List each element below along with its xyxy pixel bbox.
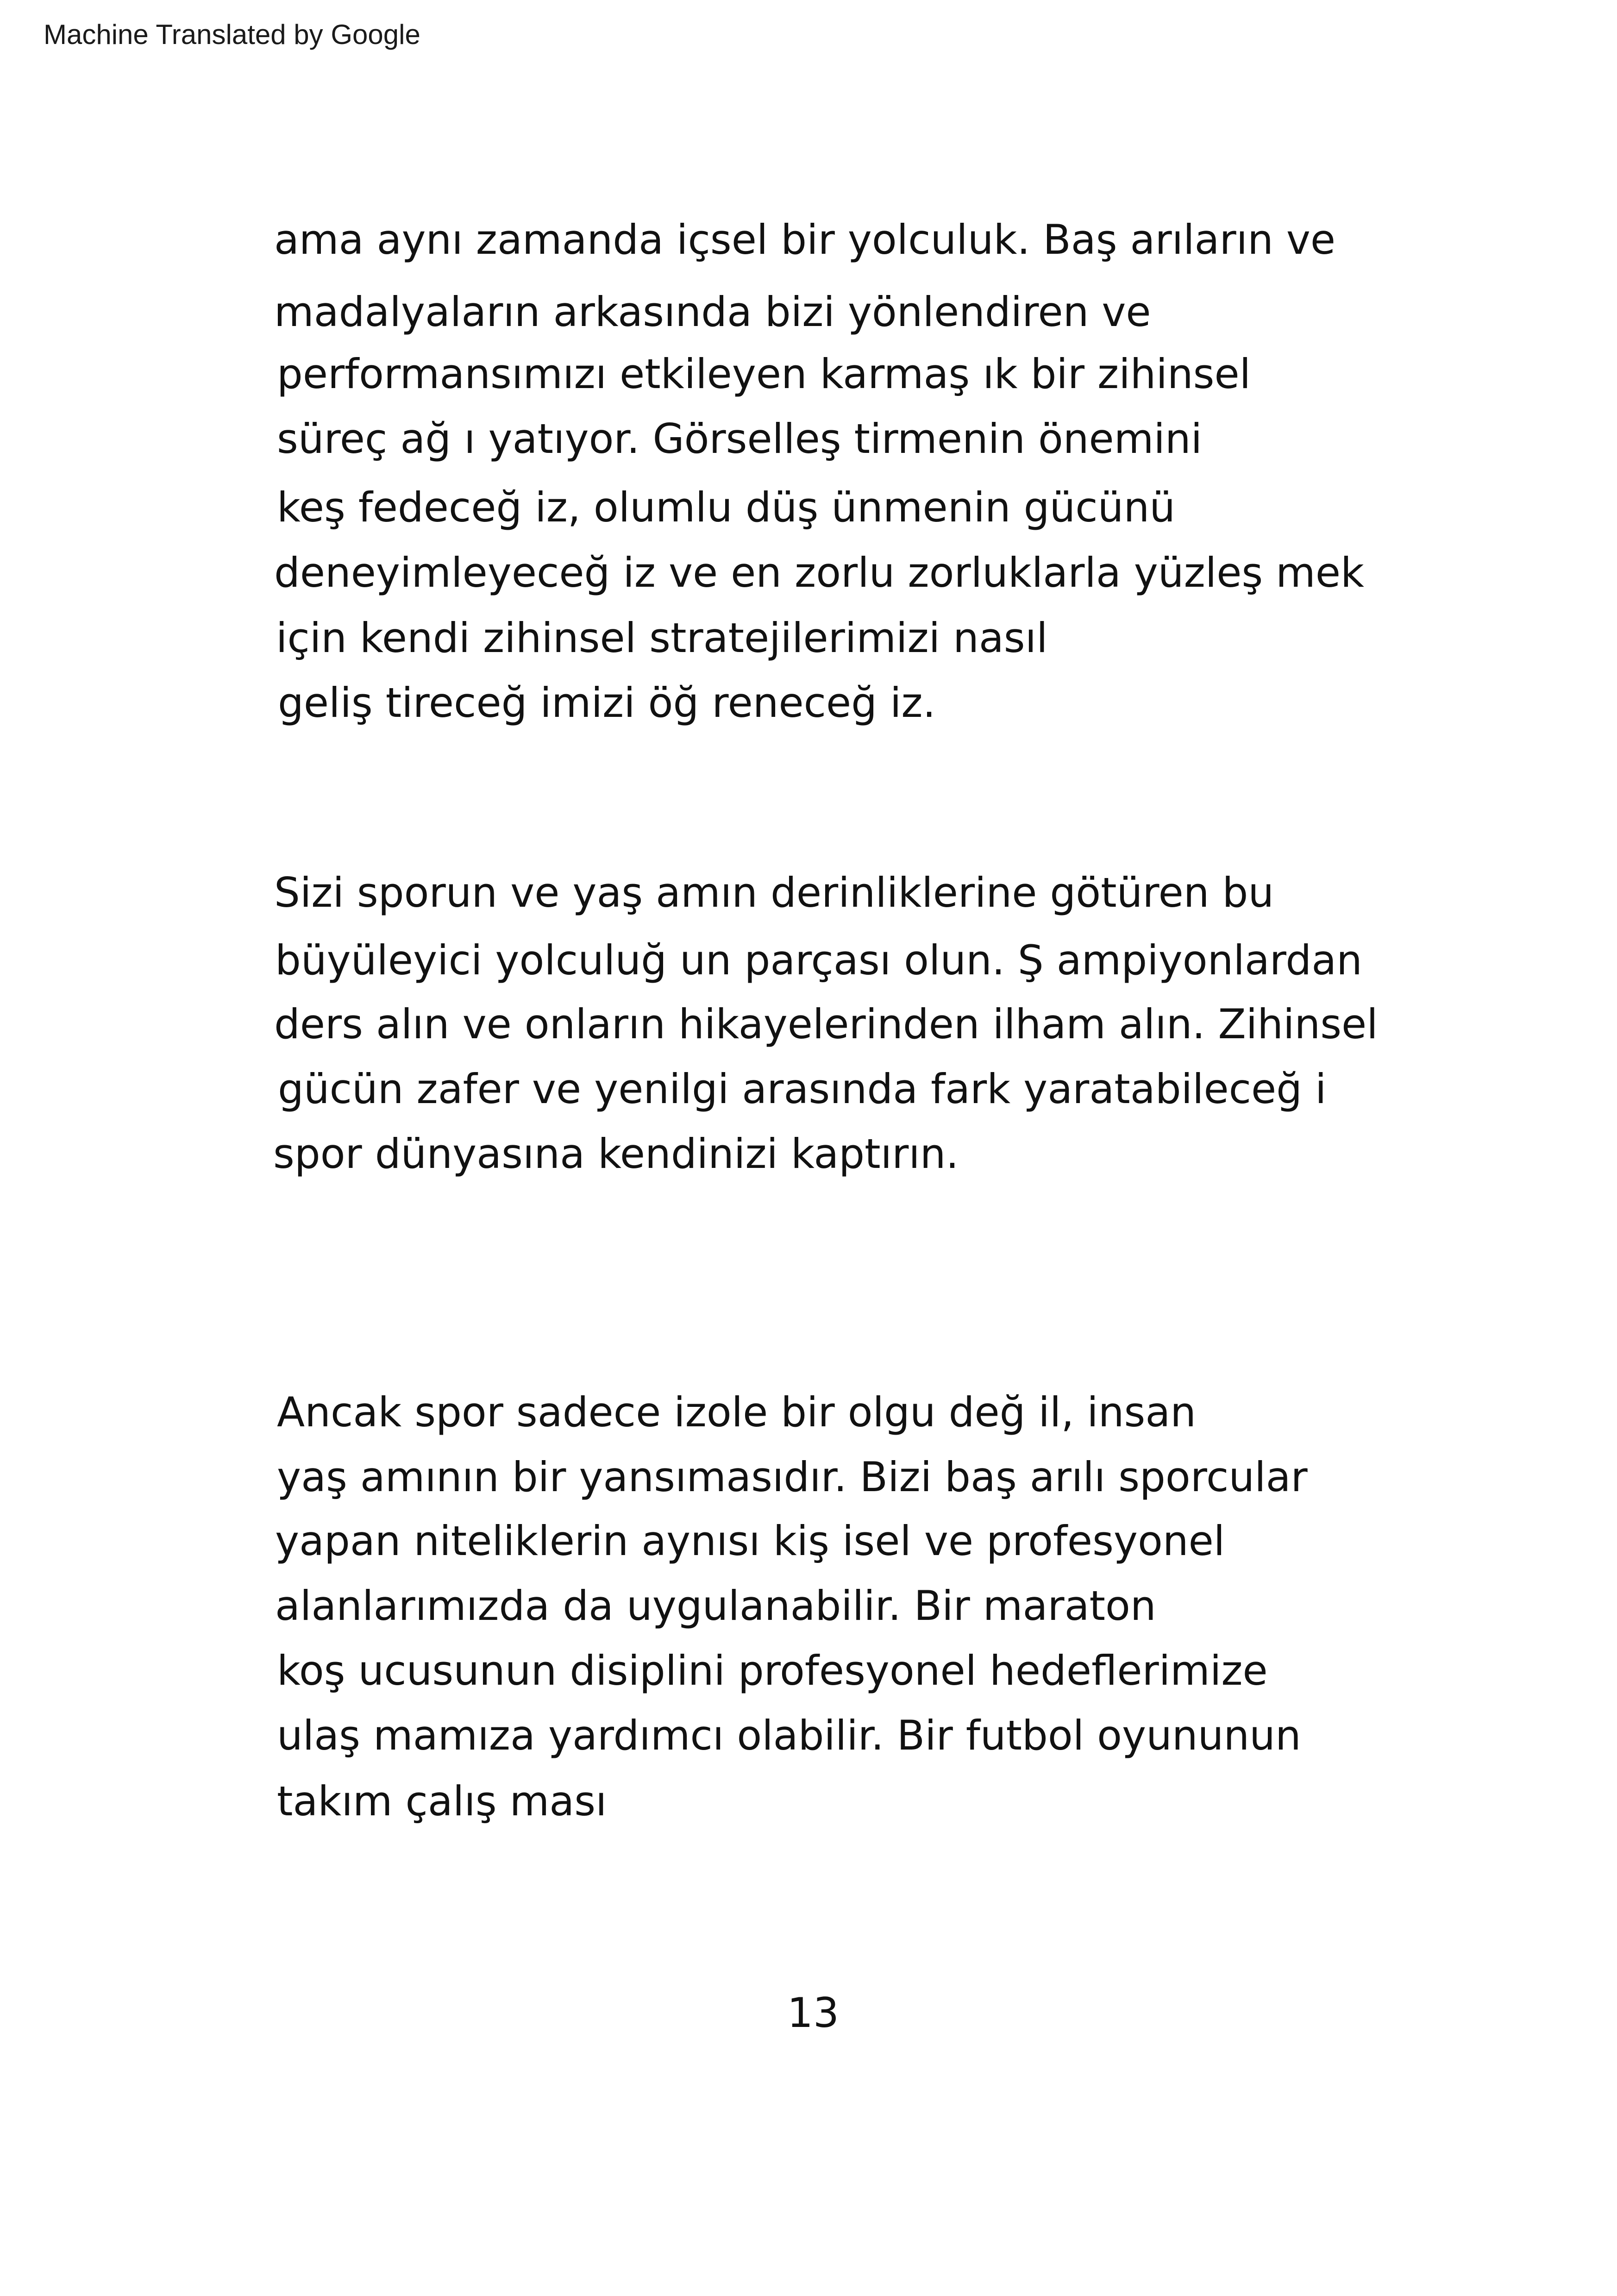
- text-line: ama aynı zamanda içsel bir yolculuk. Baş arıların ve: [274, 216, 1336, 263]
- text-line: ders alın ve onların hikayelerinden ilham alın. Zihinsel: [274, 1000, 1378, 1048]
- text-line: gücün zafer ve yenilgi arasında fark yaratabileceğ i: [278, 1065, 1327, 1113]
- text-line: madalyaların arkasında bizi yönlendiren ve: [274, 288, 1151, 336]
- page-number: 13: [787, 1989, 839, 2037]
- text-line: koş ucusunun disiplini profesyonel hedeflerimize: [277, 1647, 1268, 1694]
- text-line: deneyimleyeceğ iz ve en zorlu zorluklarla yüzleş mek: [274, 549, 1364, 596]
- text-line: spor dünyasına kendinizi kaptırın.: [273, 1130, 959, 1178]
- text-line: takım çalış ması: [277, 1777, 607, 1825]
- text-line: süreç ağ ı yatıyor. Görselleş tirmenin önemini: [277, 415, 1203, 463]
- text-line: Sizi sporun ve yaş amın derinliklerine götüren bu: [274, 869, 1274, 916]
- text-line: performansımızı etkileyen karmaş ık bir zihinsel: [277, 350, 1251, 398]
- text-line: keş fedeceğ iz, olumlu düş ünmenin gücünü: [277, 483, 1175, 531]
- text-line: Ancak spor sadece izole bir olgu değ il, insan: [277, 1388, 1197, 1436]
- text-line: yaş amının bir yansımasıdır. Bizi baş arılı sporcular: [277, 1453, 1308, 1501]
- machine-translation-notice: Machine Translated by Google: [44, 19, 420, 50]
- text-line: yapan niteliklerin aynısı kiş isel ve profesyonel: [275, 1517, 1225, 1565]
- text-line: için kendi zihinsel stratejilerimizi nasıl: [276, 614, 1048, 662]
- text-line: alanlarımızda da uygulanabilir. Bir maraton: [275, 1582, 1156, 1630]
- text-line: büyüleyici yolculuğ un parçası olun. Ş ampiyonlardan: [275, 936, 1362, 984]
- text-line: ulaş mamıza yardımcı olabilir. Bir futbol oyununun: [277, 1712, 1301, 1759]
- text-line: geliş tireceğ imizi öğ reneceğ iz.: [278, 679, 936, 727]
